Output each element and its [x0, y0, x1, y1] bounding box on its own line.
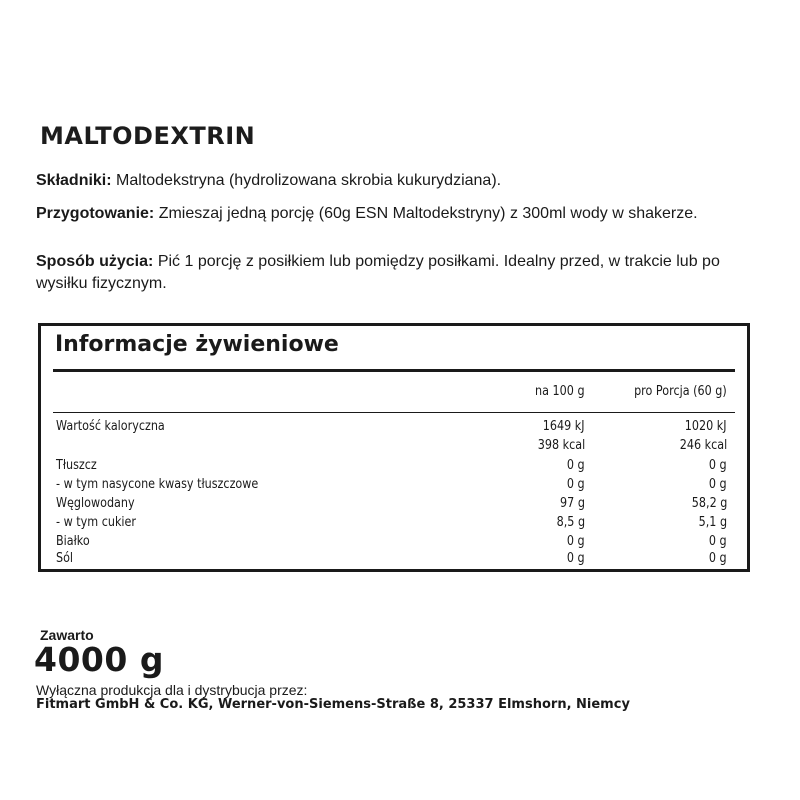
row-label-saturated-fat: - w tym nasycone kwasy tłuszczowe [56, 477, 259, 492]
ingredients-text: Maltodekstryna (hydrolizowana skrobia kukurydziana). [116, 172, 502, 189]
row-value-per100: 0 g [567, 534, 585, 549]
row-value-portion: 0 g [709, 458, 727, 473]
row-label-fat: Tłuszcz [56, 458, 97, 473]
column-header-portion: pro Porcja (60 g) [634, 384, 727, 399]
preparation-label: Przygotowanie: [36, 205, 155, 222]
usage-text: Pić 1 porcję z posiłkiem lub pomiędzy posiłkami. Idealny przed, w trakcie lub po wysiłku fizycznym. [36, 253, 720, 292]
ingredients-label: Składniki: [36, 172, 112, 189]
row-value-per100: 0 g [567, 551, 585, 566]
row-label-carbohydrates: Węglowodany [56, 496, 135, 511]
producer-address: Fitmart GmbH & Co. KG, Werner-von-Siemens-Straße 8, 25337 Elmshorn, Niemcy [36, 697, 630, 712]
row-value-per100: 0 g [567, 477, 585, 492]
row-value-portion: 58,2 g [691, 496, 727, 511]
row-value-per100: 1649 kJ [543, 419, 585, 434]
row-value-portion: 1020 kJ [685, 419, 727, 434]
usage-label: Sposób użycia: [36, 253, 154, 270]
preparation-line [36, 203, 756, 225]
preparation-text: Zmieszaj jedną porcję (60g ESN Maltodekstryny) z 300ml wody w shakerze. [158, 205, 698, 222]
column-header-per100: na 100 g [535, 384, 585, 399]
row-label-energy: Wartość kaloryczna [56, 419, 165, 434]
nutrition-divider-thin [53, 412, 735, 413]
row-label-protein: Białko [56, 534, 90, 549]
nutrition-title: Informacje żywieniowe [55, 332, 339, 357]
row-label-salt: Sól [56, 551, 74, 566]
row-value-per100: 97 g [560, 496, 585, 511]
nutrition-divider-thick [53, 369, 735, 372]
producer-label: Wyłączna produkcja dla i dystrybucja przez: [36, 682, 308, 698]
ingredients-line [36, 170, 756, 192]
product-title: MALTODEXTRIN [40, 122, 256, 150]
usage-line [36, 251, 756, 295]
row-value-portion: 0 g [709, 534, 727, 549]
row-value-portion: 0 g [709, 551, 727, 566]
contents-value: 4000 g [34, 640, 164, 679]
row-value-portion: 0 g [709, 477, 727, 492]
row-value-per100: 0 g [567, 458, 585, 473]
row-value-portion: 5,1 g [698, 515, 727, 530]
row-label-sugar: - w tym cukier [56, 515, 137, 530]
contents-label: Zawarto [40, 627, 94, 643]
row-value-per100: 398 kcal [537, 438, 585, 453]
nutrition-panel [38, 323, 750, 572]
row-value-per100: 8,5 g [556, 515, 585, 530]
row-value-portion: 246 kcal [679, 438, 727, 453]
